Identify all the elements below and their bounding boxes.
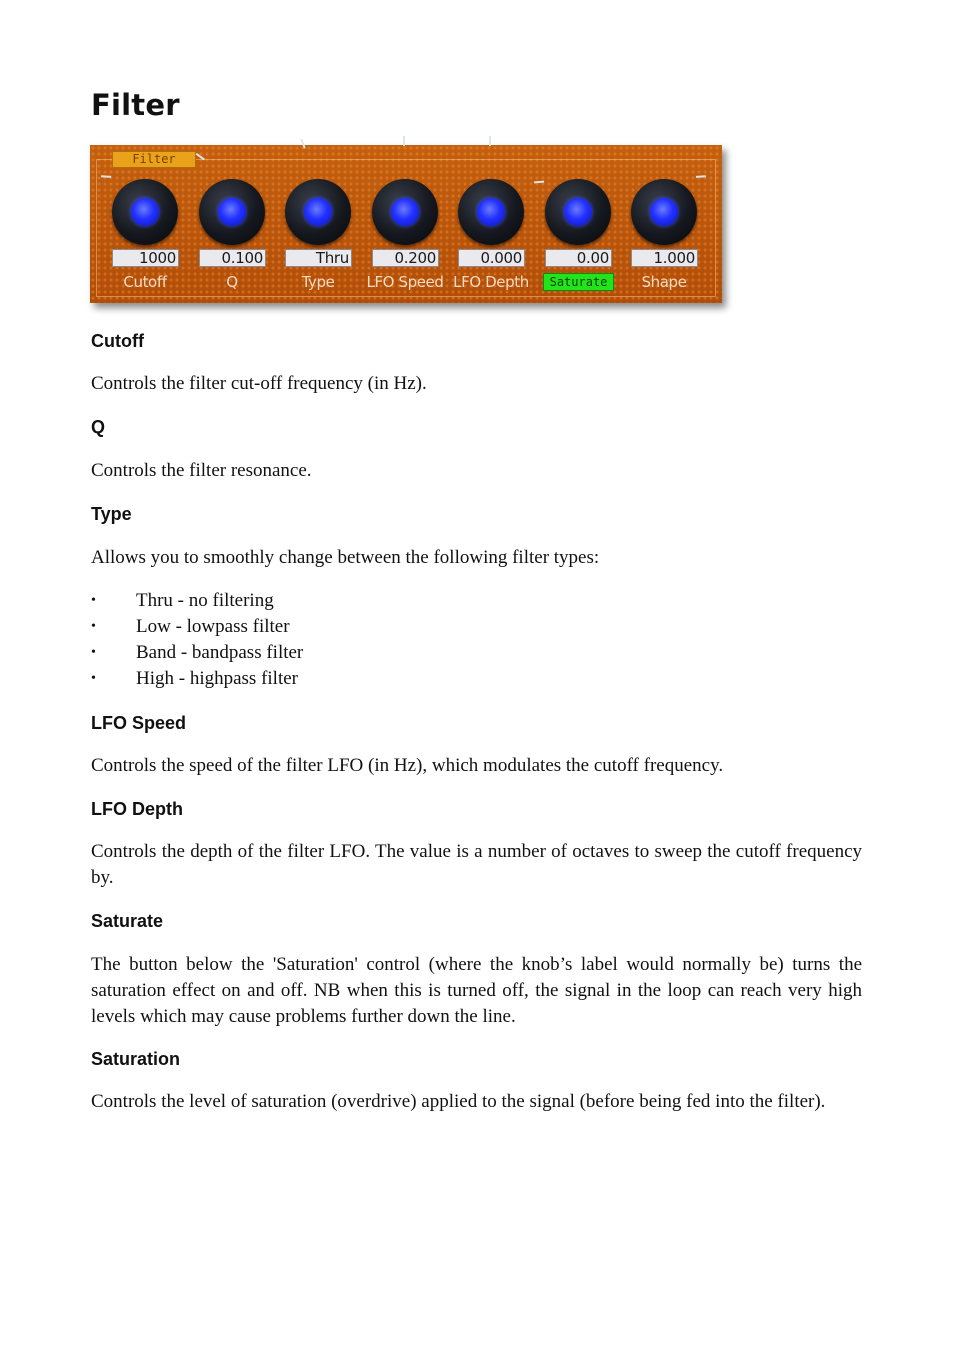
paragraph-type: Allows you to smoothly change between the following filter types: [91, 547, 600, 568]
knob-center [564, 198, 592, 226]
saturation-value[interactable]: 0.00 [545, 249, 612, 267]
control-lfo-depth [450, 177, 532, 297]
q-knob[interactable] [199, 179, 265, 245]
knob-center [477, 198, 505, 226]
knob-center [131, 198, 159, 226]
cutoff-knob[interactable] [112, 179, 178, 245]
list-item: • Band - bandpass filter [91, 640, 303, 666]
knob-center [650, 198, 678, 226]
lfo-speed-value[interactable]: 0.200 [372, 249, 439, 267]
control-shape [623, 177, 705, 297]
q-label: Q [226, 273, 238, 291]
knob-pointer [696, 175, 706, 178]
lfo-depth-knob[interactable] [458, 179, 524, 245]
heading-lfo-speed: LFO Speed [91, 713, 187, 733]
control-type [277, 177, 359, 297]
saturate-button[interactable]: Saturate [543, 273, 614, 291]
knob-pointer [403, 136, 405, 146]
heading-q: Q [91, 417, 106, 437]
shape-knob[interactable] [631, 179, 697, 245]
control-saturation [537, 177, 619, 297]
knob-center [304, 198, 332, 226]
shape-label: Shape [641, 273, 687, 291]
saturation-knob[interactable] [545, 179, 611, 245]
heading-saturation: Saturation [91, 1049, 181, 1069]
list-item: • Low - lowpass filter [91, 614, 303, 640]
paragraph-cutoff: Controls the filter cut-off frequency (in Hz). [91, 373, 427, 394]
panel-tab-label: Filter [112, 151, 196, 168]
lfo-speed-label: LFO Speed [366, 273, 444, 291]
page-title: Filter [91, 88, 180, 122]
heading-type: Type [91, 504, 132, 524]
type-value[interactable]: Thru [285, 249, 352, 267]
heading-cutoff: Cutoff [91, 331, 144, 351]
knob-center [218, 198, 246, 226]
knob-center [391, 198, 419, 226]
list-item: • High - highpass filter [91, 666, 303, 692]
cutoff-label: Cutoff [123, 273, 167, 291]
lfo-depth-value[interactable]: 0.000 [458, 249, 525, 267]
knob-pointer [534, 181, 544, 184]
filter-type-list [91, 588, 303, 692]
control-q [191, 177, 273, 297]
knob-pointer [300, 139, 306, 149]
control-lfo-speed [364, 177, 446, 297]
lfo-speed-knob[interactable] [372, 179, 438, 245]
heading-lfo-depth: LFO Depth [91, 799, 183, 819]
lfo-depth-label: LFO Depth [453, 273, 529, 291]
paragraph-saturate: The button below the 'Saturation' control (where the knob’s label would normally be) turns the saturation effect on and off. NB when this is turned off, the signal in the loop can reach very high levels which may cause problems further down the line. [91, 954, 862, 1027]
filter-panel [90, 145, 722, 303]
type-label: Type [301, 273, 335, 291]
type-knob[interactable] [285, 179, 351, 245]
list-item: • Thru - no filtering [91, 588, 303, 614]
paragraph-lfo-depth: Controls the depth of the filter LFO. The value is a number of octaves to sweep the cutoff frequency by. [91, 841, 862, 888]
heading-saturate: Saturate [91, 911, 164, 931]
knob-pointer [489, 136, 491, 146]
q-value[interactable]: 0.100 [199, 249, 266, 267]
paragraph-q: Controls the filter resonance. [91, 460, 312, 481]
shape-value[interactable]: 1.000 [631, 249, 698, 267]
cutoff-value[interactable]: 1000 [112, 249, 179, 267]
control-cutoff [104, 177, 186, 297]
paragraph-lfo-speed: Controls the speed of the filter LFO (in Hz), which modulates the cutoff frequency. [91, 755, 724, 776]
paragraph-saturation: Controls the level of saturation (overdrive) applied to the signal (before being fed into the filter). [91, 1091, 826, 1112]
